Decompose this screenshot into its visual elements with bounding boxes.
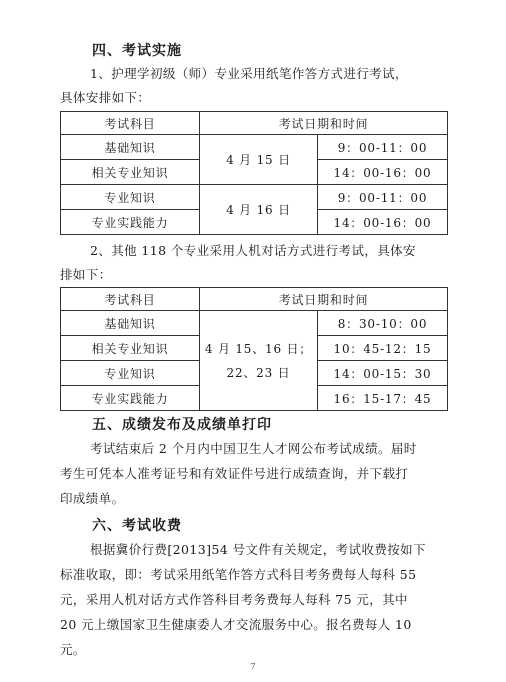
time-cell: 14：00-15：30 bbox=[318, 361, 448, 386]
section-6-heading: 六、考试收费 bbox=[92, 518, 182, 534]
time-cell: 10：45-12：15 bbox=[318, 336, 448, 361]
table-header-row bbox=[61, 112, 448, 135]
exam-schedule-table-paper bbox=[60, 111, 448, 235]
time-cell: 9：00-11：00 bbox=[318, 185, 448, 210]
time-cell: 8：30-10：00 bbox=[318, 311, 448, 336]
section-6-line5: 元。 bbox=[60, 642, 86, 657]
table-row bbox=[61, 185, 448, 210]
exam-schedule-table-computer bbox=[60, 287, 448, 411]
section-5-line1: 考试结束后 2 个月内中国卫生人才网公布考试成绩。届时 bbox=[90, 441, 417, 456]
section-4-intro-line2: 具体安排如下： bbox=[60, 90, 151, 105]
date-cell bbox=[200, 311, 318, 411]
subject-cell: 相关专业知识 bbox=[61, 336, 200, 361]
subject-cell: 专业实践能力 bbox=[61, 386, 200, 411]
time-cell: 16：15-17：45 bbox=[318, 386, 448, 411]
section-6-line4: 20 元上缴国家卫生健康委人才交流服务中心。报名费每人 10 bbox=[60, 617, 412, 632]
column-header-subject: 考试科目 bbox=[61, 288, 200, 311]
section-4-intro-line1: 1、护理学初级（师）专业采用纸笔作答方式进行考试， bbox=[90, 66, 408, 81]
date-cell: 4 月 16 日 bbox=[200, 185, 318, 235]
time-cell: 14：00-16：00 bbox=[318, 210, 448, 235]
column-header-datetime: 考试日期和时间 bbox=[200, 112, 448, 135]
date-line1: 4 月 15、16 日； bbox=[204, 341, 313, 356]
section-6-line2: 标准收取，即：考试采用纸笔作答方式科目考务费每人每科 55 bbox=[60, 567, 417, 582]
section-5-heading: 五、成绩发布及成绩单打印 bbox=[92, 417, 272, 433]
time-cell: 14：00-16：00 bbox=[318, 160, 448, 185]
column-header-subject: 考试科目 bbox=[61, 112, 200, 135]
subject-cell: 专业实践能力 bbox=[61, 210, 200, 235]
section-4-heading: 四、考试实施 bbox=[92, 43, 182, 59]
column-header-datetime: 考试日期和时间 bbox=[200, 288, 448, 311]
table-header-row bbox=[61, 288, 448, 311]
section-5-line2: 考生可凭本人准考证号和有效证件号进行成绩查询，并下载打 bbox=[60, 466, 409, 481]
subject-cell: 基础知识 bbox=[61, 311, 200, 336]
date-cell: 4 月 15 日 bbox=[200, 135, 318, 185]
table-row bbox=[61, 311, 448, 336]
time-cell: 9：00-11：00 bbox=[318, 135, 448, 160]
section-6-line1: 根据冀价行费[2013]54 号文件有关规定，考试收费按如下 bbox=[90, 542, 426, 557]
subject-cell: 专业知识 bbox=[61, 361, 200, 386]
subject-cell: 基础知识 bbox=[61, 135, 200, 160]
section-6-line3: 元，采用人机对话方式作答科目考务费每人每科 75 元，其中 bbox=[60, 592, 408, 607]
page-number: 7 bbox=[250, 662, 256, 671]
subject-cell: 专业知识 bbox=[61, 185, 200, 210]
table-row bbox=[61, 135, 448, 160]
subject-cell: 相关专业知识 bbox=[61, 160, 200, 185]
section-4-second-line2: 排如下： bbox=[60, 267, 112, 282]
date-line2: 22、23 日 bbox=[226, 365, 291, 380]
section-4-second-line1: 2、其他 118 个专业采用人机对话方式进行考试，具体安 bbox=[90, 243, 416, 258]
section-5-line3: 印成绩单。 bbox=[60, 491, 125, 506]
